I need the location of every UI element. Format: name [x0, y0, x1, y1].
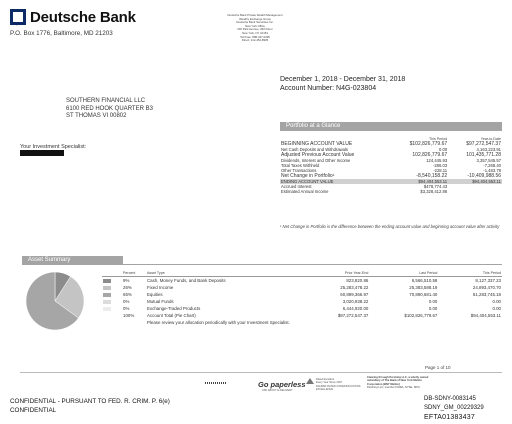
glance-ytd: -1,483.78 — [483, 168, 501, 173]
address-line: SOUTHERN FINANCIAL LLC — [66, 98, 146, 104]
net-change-footnote: ¹ Net Change in Portfolio is the difference between the ending account value and beginning account value after activity — [280, 224, 500, 229]
asset-this-period: 0.00 — [492, 299, 501, 304]
asset-prior-year-end: 3,020,938.22 — [342, 299, 369, 304]
glance-label: ENDING ACCOUNT VALUE — [280, 179, 390, 184]
asset-this-period: 8,127,337.23 — [475, 278, 501, 283]
asset-summary-table — [102, 269, 502, 326]
glance-label: Dividends, Interest and Other Income — [281, 158, 351, 163]
asset-percent: 9% — [123, 278, 130, 283]
go-paperless-logo: Go paperless — [258, 380, 306, 389]
glance-ytd: -10,409,988.56 — [467, 173, 501, 179]
asset-last-period: 6,566,510.58 — [411, 278, 438, 283]
review-note-row — [102, 319, 502, 326]
office-line: New York Office — [245, 23, 265, 28]
section-title: Portfolio at a Glance — [280, 122, 502, 131]
glance-label: Adjusted Previous Account Value — [281, 152, 355, 158]
glance-label: BEGINNING ACCOUNT VALUE — [281, 141, 353, 147]
asset-percent: 0% — [123, 299, 130, 304]
confidential-label: CONFIDENTIAL — [10, 407, 57, 414]
office-line: Toll Free: 888-427-0395 — [240, 34, 270, 39]
col-prior-year-end: Prior Year-End — [305, 269, 369, 277]
table-row — [102, 298, 502, 305]
table-row — [102, 291, 502, 298]
go-paperless-subtext: ASK ABOUT E-DELIVERY — [262, 389, 293, 392]
barcode-icon — [205, 382, 227, 384]
portfolio-glance-table — [280, 136, 502, 194]
asset-percent: 0% — [123, 306, 130, 311]
asset-this-period: 61,283,745.18 — [472, 292, 501, 297]
award-line: Rated Excellent — [316, 378, 335, 381]
asset-last-period: 0.00 — [428, 299, 438, 304]
table-header-row — [102, 269, 502, 277]
glance-ytd: 4,163,223.91 — [476, 147, 501, 152]
statement-period: December 1, 2018 - December 31, 2018 — [280, 76, 406, 83]
glance-this-period: 124,445.93 — [426, 158, 448, 163]
legend-swatch — [103, 293, 111, 297]
asset-last-period: $102,826,779.67 — [404, 313, 438, 318]
asset-this-period: $94,404,553.11 — [470, 313, 501, 318]
office-line: 345 Park Avenue, 26th Floor — [237, 27, 273, 32]
bates-number: SDNY_GM_00229329 — [424, 405, 484, 411]
glance-this-period: -286.03 — [432, 163, 448, 168]
office-line: Wealthy Exchange Group — [239, 16, 271, 21]
office-contact-block — [205, 14, 305, 43]
total-row — [102, 312, 502, 319]
asset-prior-year-end: 823,820.86 — [346, 278, 369, 283]
asset-allocation-pie-chart — [24, 270, 86, 332]
page-number: Page 1 of 10 — [425, 365, 451, 370]
award-line: Every Year Since 2007 — [316, 381, 343, 385]
glance-this-period: -228.11 — [433, 168, 448, 173]
asset-type: Equities — [147, 292, 163, 297]
asset-percent: 26% — [123, 285, 132, 290]
glance-this-period: $102,826,779.67 — [409, 141, 448, 147]
asset-prior-year-end: $97,272,547.37 — [337, 313, 369, 318]
asset-last-period: 70,890,681.40 — [409, 292, 438, 297]
award-line: DALBAR RATED COMMUNICATIONS — [316, 384, 361, 388]
col-asset-type: Asset Type — [146, 269, 305, 277]
col-year-to-date: Year-to-Date — [480, 136, 501, 141]
glance-this-period: -8,540,158.22 — [416, 173, 448, 179]
table-row — [102, 284, 502, 291]
glance-this-period: $478,774.43 — [423, 184, 448, 189]
confidential-notice: CONFIDENTIAL - PURSUANT TO FED. R. CRIM. P. 6(e) — [10, 398, 170, 405]
table-row — [102, 277, 502, 285]
asset-last-period: 25,383,588.19 — [409, 285, 438, 290]
dalbar-award — [316, 378, 364, 391]
office-line: New York, NY 10154 — [242, 30, 268, 35]
redaction-bar — [20, 150, 64, 156]
col-this-period: This Period — [438, 269, 502, 277]
divider — [22, 264, 502, 265]
award-line: EXCELLENCE — [316, 387, 334, 391]
legend-swatch — [103, 307, 111, 311]
asset-type: Fixed Income — [147, 285, 174, 290]
address-line: 6100 RED HOOK QUARTER B3 — [66, 105, 153, 112]
asset-prior-year-end: 25,283,478.22 — [340, 285, 369, 290]
legend-swatch — [103, 300, 111, 304]
glance-label: Net Change in Portfolio¹ — [281, 173, 335, 179]
address-line: ST THOMAS VI 00802 — [66, 113, 127, 119]
account-number: Account Number: N4G-023804 — [280, 85, 377, 92]
legend-swatch — [103, 279, 111, 283]
glance-ytd: $94,404,553.11 — [448, 179, 502, 184]
glance-ytd: $97,272,547.37 — [466, 141, 501, 147]
asset-percent: 65% — [123, 292, 132, 297]
table-row — [280, 189, 502, 194]
clearing-line: subsidiary of The Bank of New York Mellon — [367, 379, 422, 383]
glance-ytd: 101,435,771.28 — [466, 152, 501, 158]
bank-address: P.O. Box 1776, Baltimore, MD 21203 — [10, 30, 113, 37]
asset-prior-year-end: 60,899,366.97 — [340, 292, 369, 297]
bates-number: DB-SDNY-0083145 — [424, 396, 476, 402]
asset-this-period: 0.00 — [492, 306, 501, 311]
glance-this-period: $94,404,553.11 — [390, 179, 448, 184]
clearing-line: Clearing through Pershing LLC, a wholly owned — [367, 376, 429, 379]
col-percent: Percent — [122, 269, 146, 277]
asset-prior-year-end: 6,444,920.00 — [342, 306, 369, 311]
legend-swatch — [103, 286, 111, 290]
glance-label: Net Cash Deposits and Withdrawals — [281, 147, 349, 152]
divider — [20, 372, 502, 373]
asset-last-period: 0.00 — [428, 306, 438, 311]
col-this-period: This Period — [428, 136, 448, 141]
bates-number: EFTA01383437 — [424, 414, 475, 421]
asset-type: Account Total (Pie Chart) — [147, 313, 196, 318]
office-line: Direct: 212-454-8905 — [241, 38, 269, 43]
client-address — [66, 98, 153, 121]
glance-label: Total Taxes Withheld — [281, 163, 320, 168]
section-title: Asset Summary — [22, 256, 123, 265]
office-line: Deutsche Bank Private Wealth Management — [227, 13, 283, 17]
clearing-line: Corporation (BNY Mellon) — [367, 382, 400, 386]
glance-this-period: 0.00 — [439, 147, 448, 152]
glance-ytd: -7,268.40 — [483, 163, 501, 168]
asset-type: Cash, Money Funds, and Bank Deposits — [147, 278, 226, 283]
glance-ytd — [448, 189, 502, 194]
office-line: Deutsche Bank Securities Inc. — [236, 20, 274, 25]
col-last-period: Last Period — [369, 269, 438, 277]
portfolio-glance-header — [280, 122, 502, 131]
asset-type: Exchange-Traded Products — [147, 306, 201, 311]
glance-label: Accrued Interest — [281, 184, 312, 189]
asset-this-period: 24,893,470.70 — [472, 285, 501, 290]
glance-this-period: $3,328,412.86 — [420, 189, 448, 194]
bank-name: Deutsche Bank — [30, 9, 136, 26]
glance-ytd: 3,357,545.57 — [476, 158, 501, 163]
asset-type: Mutual Funds — [147, 299, 174, 304]
clearing-disclosure — [367, 376, 497, 389]
glance-this-period: 102,826,779.67 — [412, 152, 448, 158]
asset-percent: 100% — [123, 313, 135, 318]
glance-label: Other Transactions — [281, 168, 317, 173]
glance-label: Estimated Annual Income — [281, 189, 329, 194]
review-note: Please review your allocation periodically with your Investment Specialist. — [147, 320, 290, 325]
deutsche-bank-logo-icon — [10, 9, 26, 25]
clearing-line: Pershing LLC, member FINRA, NYSE, SIPC — [367, 385, 421, 389]
award-icon — [306, 378, 314, 384]
specialist-label: Your Investment Specialist: — [20, 144, 87, 150]
table-row — [102, 305, 502, 312]
